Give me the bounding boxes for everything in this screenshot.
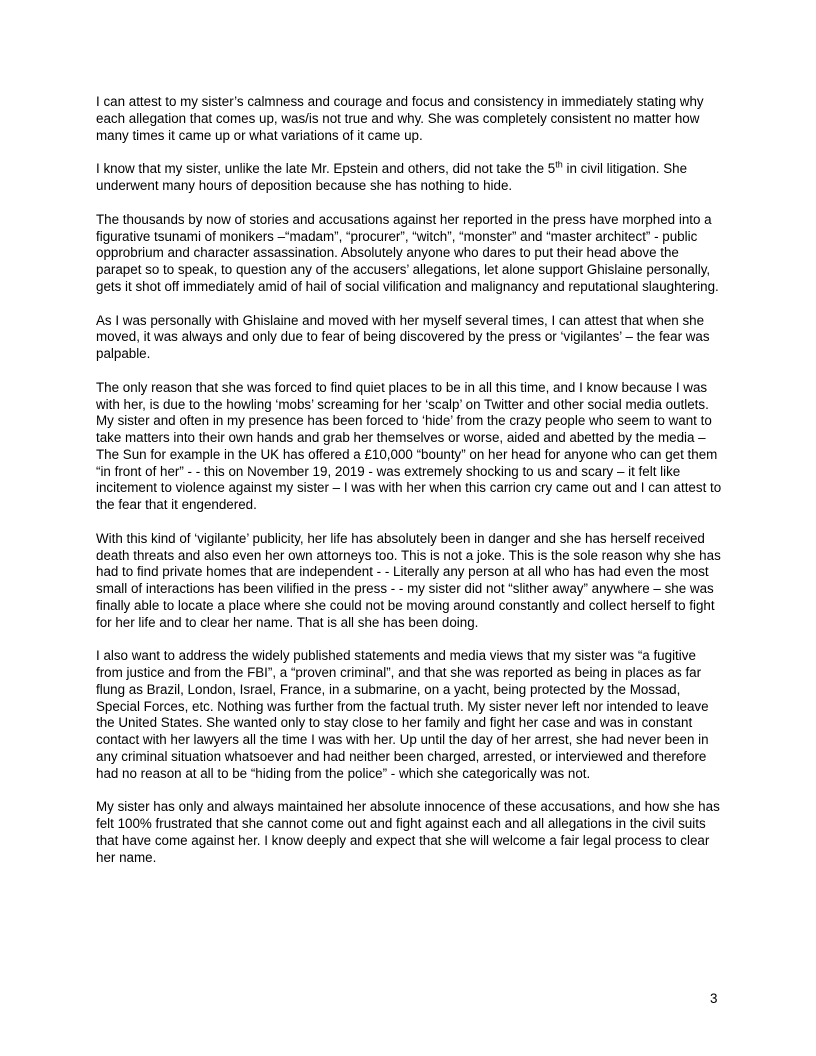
page-number: 3 xyxy=(710,991,718,1006)
paragraph-quiet-places: The only reason that she was forced to find quiet places to be in all this time, and I know because I was with her, is due to the howling ‘mobs’ screaming for her ‘scalp’ on Twitter and other social media outlets. My sister and often in my presence has been forced to ‘hide’ from the crazy people who seem to want to take matters into their own hands and grab her themselves or worse, aided and abetted by the media – The Sun for example in the UK has offered a £10,000 “bounty” on her head for anyone who can get them “in front of her” - - this on November 19, 2019 - was extremely shocking to us and scary – it felt like incitement to violence against my sister – I was with her when this carrion cry came out and I can attest to the fear that it engendered. xyxy=(96,379,722,512)
paragraph-deposition xyxy=(96,161,722,195)
superscript-ordinal: th xyxy=(555,159,563,170)
paragraph-deposition-text-after: in civil litigation. She underwent many hours of deposition because she has nothing to hide. xyxy=(96,161,688,193)
paragraph-calmness: I can attest to my sister’s calmness and courage and focus and consistency in immediately stating why each allegation that comes up, was/is not true and why. She was completely consistent no matter how many times it came up or what variations of it came up. xyxy=(96,94,704,143)
paragraph-fugitive-claims: I also want to address the widely published statements and media views that my sister was “a fugitive from justice and from the FBI”, a “proven criminal”, and that she was reported as being in places as far flung as Brazil, London, Israel, France, in a submarine, on a yacht, being protected by the Mossad, Special Forces, etc. Nothing was further from the factual truth. My sister never left nor intended to leave the United States. She wanted only to stay close to her family and fight her case and was in constant contact with her lawyers all the time I was with her. Up until the day of her arrest, she had never been in any criminal situation whatsoever and had neither been charged, arrested, or interviewed and therefore had no reason at all to be “hiding from the police” - which she categorically was not. xyxy=(96,648,709,781)
paragraph-vigilante-publicity: With this kind of ‘vigilante’ publicity, her life has absolutely been in danger and she has herself received death threats and also even her own attorneys too. This is not a joke. This is the sole reason why she has had to find private homes that are independent - - Literally any person at all who has had even the most small of interactions has been vilified in the press - - my sister did not “slither away” anywhere – she was finally able to locate a place where she could not be moving around constantly and collect herself to fight for her life and to clear her name. That is all she has been doing. xyxy=(96,530,721,630)
paragraph-innocence: My sister has only and always maintained her absolute innocence of these accusations, and how she has felt 100% frustrated that she cannot come out and fight against each and all allegations in the civil suits that have come against her. I know deeply and expect that she will welcome a fair legal process to clear her name. xyxy=(96,799,720,865)
paragraph-press-accusations: The thousands by now of stories and accusations against her reported in the press have morphed into a figurative tsunami of monikers –“madam”, “procurer”, “witch”, “monster” and “master architect” - public opprobrium and character assassination. Absolutely anyone who dares to put their head above the parapet so to speak, to question any of the accusers’ allegations, let alone support Ghislaine personally, gets it shot off immediately amid of hail of social vilification and malignancy and reputational slaughtering. xyxy=(96,211,719,294)
paragraph-moved-with-her: As I was personally with Ghislaine and moved with her myself several times, I can attest that when she moved, it was always and only due to fear of being discovered by the press or ‘vigilantes’ – the fear was palpable. xyxy=(96,312,710,361)
paragraph-deposition-text-before: I know that my sister, unlike the late Mr. Epstein and others, did not take the 5 xyxy=(96,161,556,177)
document-body xyxy=(96,94,722,883)
